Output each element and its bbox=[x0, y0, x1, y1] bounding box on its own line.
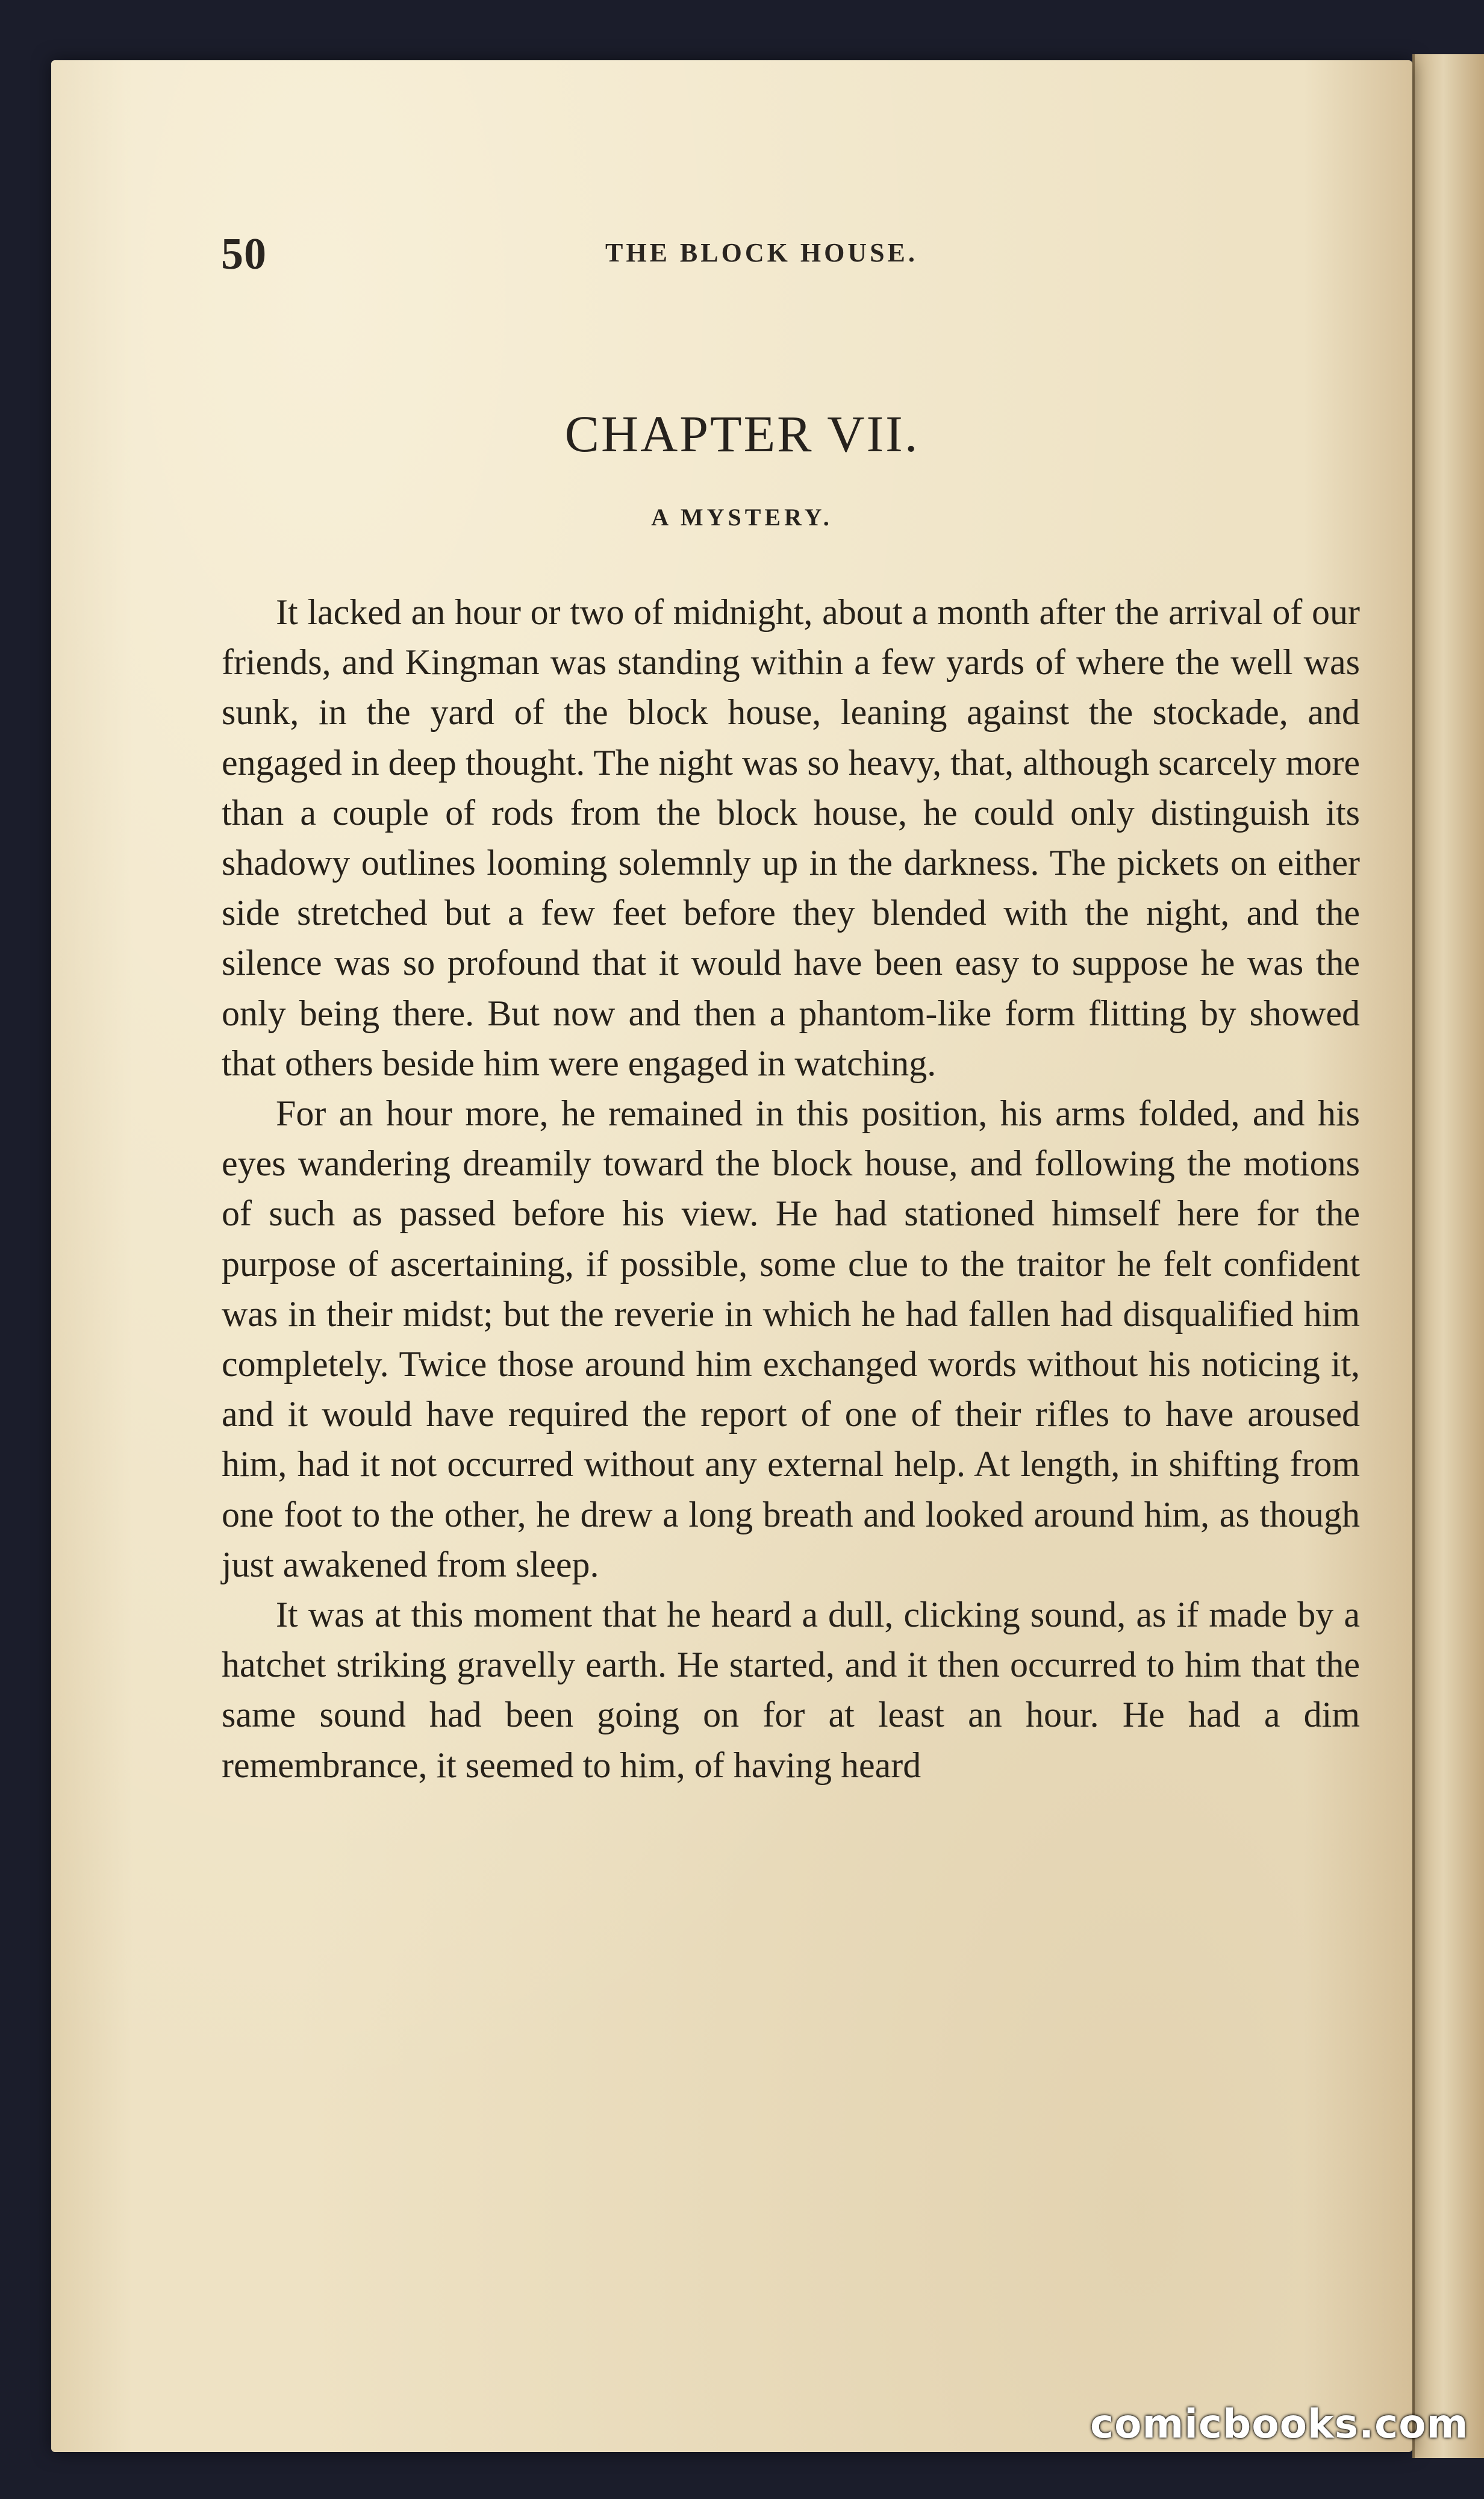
watermark: comicbooks.com bbox=[1090, 2401, 1469, 2447]
running-head bbox=[172, 229, 1364, 283]
page-number: 50 bbox=[221, 230, 267, 279]
paragraph: It was at this moment that he heard a dull, clicking sound, as if made by a hatchet striking gravelly earth. He started, and it then occurred to him that the same sound had been going on for at least an hour. He had a dim remembrance, it seemed to him, of having heard bbox=[222, 1595, 1360, 1785]
running-title: THE BLOCK HOUSE. bbox=[605, 238, 918, 267]
paragraph: It lacked an hour or two of midnight, about a month after the arrival of our friends, and Kingman was standing within a few yards of where the well was sunk, in the yard of the block house, leaning against the stockade, and engaged in deep thought. The night was so heavy, that, although scarcely more than a couple of rods from the block house, he could only distinguish its shadowy outlines looming solemnly up in the darkness. The pickets on either side stretched but a few feet before they blended with the night, and the silence was so profound that it would have been easy to suppose he was the only being there. But now and then a phantom-like form flitting by showed that others beside him were engaged in watching. bbox=[222, 592, 1360, 1083]
paragraph: For an hour more, he remained in this position, his arms folded, and his eyes wandering dreamily toward the block house, and following the motions of such as passed before his view. He had stationed himself here for the purpose of ascertaining, if possible, some clue to the traitor he felt confident was in their midst; but the reverie in which he had fallen had disqualified him completely. Twice those around him exchanged words without his noticing it, and it would have required the report of one of their rifles to have aroused him, had it not occurred without any external help. At length, in shifting from one foot to the other, he drew a long breath and looked around him, as though just awakened from sleep. bbox=[222, 1093, 1360, 1584]
chapter-heading: CHAPTER VII. bbox=[564, 405, 920, 463]
chapter-subtitle: A MYSTERY. bbox=[651, 504, 833, 531]
body-text bbox=[222, 587, 1360, 1791]
